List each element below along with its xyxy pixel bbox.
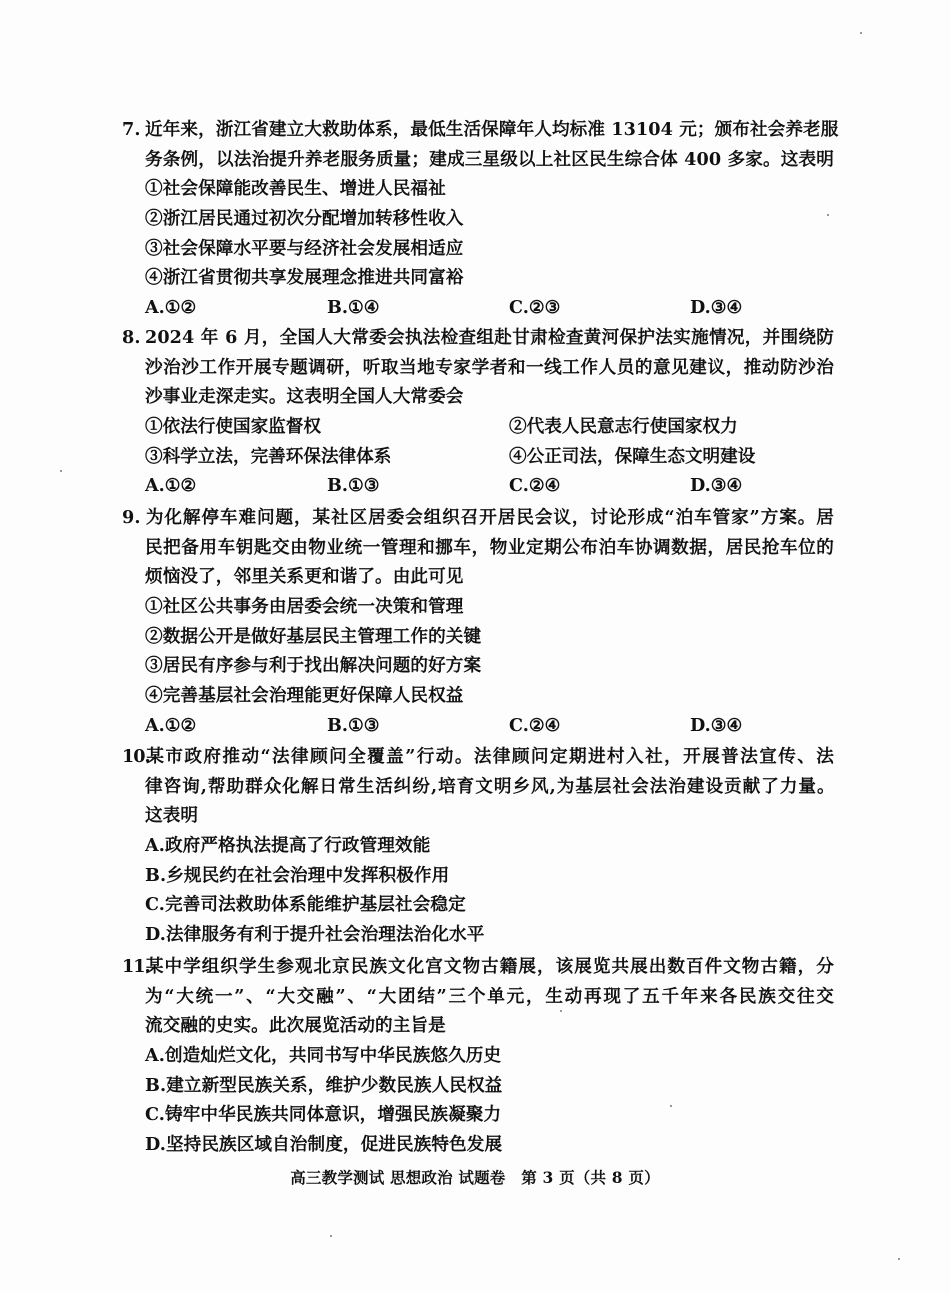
option-d: D.法律服务有利于提升社会治理法治化水平 <box>145 924 485 946</box>
statement-1: ①依法行使国家监督权 <box>145 416 321 438</box>
question-7 <box>122 115 839 323</box>
scan-speck <box>330 1235 332 1237</box>
statement-1: ①社区公共事务由居委会统一决策和管理 <box>145 596 464 618</box>
statement-4: ④浙江省贯彻共享发展理念推进共同富裕 <box>145 267 464 289</box>
scan-speck <box>60 470 62 472</box>
question-number: 8. <box>122 327 141 348</box>
question-9 <box>122 503 834 741</box>
option-d: D.③④ <box>690 297 743 319</box>
question-stem-line: 这表明 <box>145 805 199 827</box>
statement-3: ③居民有序参与利于找出解决问题的好方案 <box>145 655 482 677</box>
question-11 <box>122 952 834 1160</box>
question-number: 7. <box>122 119 141 140</box>
option-c: C.完善司法救助体系能维护基层社会稳定 <box>145 894 466 916</box>
page-footer: 高三教学测试 思想政治 试题卷 第 3 页（共 8 页） <box>290 1168 660 1187</box>
question-stem-line: 8. 2024 年 6 月，全国人大常委会执法检查组赴甘肃检查黄河保护法实施情况，并围绕防 <box>122 323 834 353</box>
question-stem-line: 律咨询,帮助群众化解日常生活纠纷,培育文明乡风,为基层社会法治建设贡献了力量。 <box>145 775 834 797</box>
option-b: B.①③ <box>327 714 380 736</box>
question-number: 10. <box>122 746 150 767</box>
answer-options <box>122 293 834 323</box>
question-number: 9. <box>122 507 141 528</box>
option-b: B.①④ <box>327 297 380 319</box>
statement-3: ③社会保障水平要与经济社会发展相适应 <box>145 237 464 259</box>
statement-4: ④公正司法，保障生态文明建设 <box>509 445 756 467</box>
statement-row <box>122 442 834 472</box>
scan-speck <box>560 1010 562 1012</box>
question-stem-line: 沙事业走深走实。这表明全国人大常委会 <box>145 386 464 408</box>
question-stem-line: 为“大统一”、“大交融”、“大团结”三个单元，生动再现了五千年来各民族交往交 <box>145 985 834 1007</box>
option-c: C.②④ <box>509 714 561 736</box>
question-stem-line: 11.某中学组织学生参观北京民族文化宫文物古籍展，该展览共展出数百件文物古籍，分 <box>122 952 834 982</box>
question-10 <box>122 742 834 950</box>
answer-options <box>122 471 834 501</box>
question-stem-line: 烦恼没了，邻里关系更和谐了。由此可见 <box>145 566 464 588</box>
question-stem-line: 10.某市政府推动“法律顾问全覆盖”行动。法律顾问定期进村入社，开展普法宣传、法 <box>122 742 834 772</box>
scan-speck <box>827 214 829 216</box>
option-d: D.坚持民族区域自治制度，促进民族特色发展 <box>145 1134 503 1156</box>
option-a: A.①② <box>145 475 197 497</box>
option-a: A.①② <box>145 714 197 736</box>
question-stem-line: 9. 为化解停车难问题，某社区居委会组织召开居民会议，讨论形成“泊车管家”方案。居 <box>122 503 834 533</box>
option-c: C.②④ <box>509 475 561 497</box>
option-c: C.②③ <box>509 297 561 319</box>
option-d: D.③④ <box>690 475 743 497</box>
question-stem-line: 沙治沙工作开展专题调研，听取当地专家学者和一线工作人员的意见建议，推动防沙治 <box>145 356 834 378</box>
statement-3: ③科学立法，完善环保法律体系 <box>145 445 392 467</box>
option-c: C.铸牢中华民族共同体意识，增强民族凝聚力 <box>145 1104 502 1126</box>
scan-speck <box>898 1258 900 1260</box>
option-a: A.创造灿烂文化，共同书写中华民族悠久历史 <box>145 1045 502 1067</box>
answer-options <box>122 711 834 741</box>
question-stem-line: 流交融的史实。此次展览活动的主旨是 <box>145 1015 446 1037</box>
option-b: B.建立新型民族关系，维护少数民族人民权益 <box>145 1074 503 1096</box>
statement-row <box>122 412 834 442</box>
scan-speck <box>670 1105 672 1107</box>
question-stem-line: 务条例，以法治提升养老服务质量；建成三星级以上社区民生综合体 400 多家。这表明 <box>145 148 834 170</box>
statement-1: ①社会保障能改善民生、增进人民福祉 <box>145 178 446 200</box>
option-b: B.乡规民约在社会治理中发挥积极作用 <box>145 864 450 886</box>
scan-speck <box>860 32 862 34</box>
option-d: D.③④ <box>690 714 743 736</box>
statement-2: ②浙江居民通过初次分配增加转移性收入 <box>145 208 464 230</box>
statement-2: ②数据公开是做好基层民主管理工作的关键 <box>145 625 482 647</box>
question-8 <box>122 323 834 501</box>
option-a: A.①② <box>145 297 197 319</box>
statement-2: ②代表人民意志行使国家权力 <box>509 416 738 438</box>
option-b: B.①③ <box>327 475 380 497</box>
question-stem-line: 民把备用车钥匙交由物业统一管理和挪车，物业定期公布泊车协调数据，居民抢车位的 <box>145 536 834 558</box>
question-stem-line: 7. 近年来，浙江省建立大救助体系，最低生活保障年人均标准 13104 元；颁布社会养老服 <box>122 115 834 145</box>
question-number: 11. <box>122 956 150 977</box>
option-a: A.政府严格执法提高了行政管理效能 <box>145 835 431 857</box>
statement-4: ④完善基层社会治理能更好保障人民权益 <box>145 685 464 707</box>
